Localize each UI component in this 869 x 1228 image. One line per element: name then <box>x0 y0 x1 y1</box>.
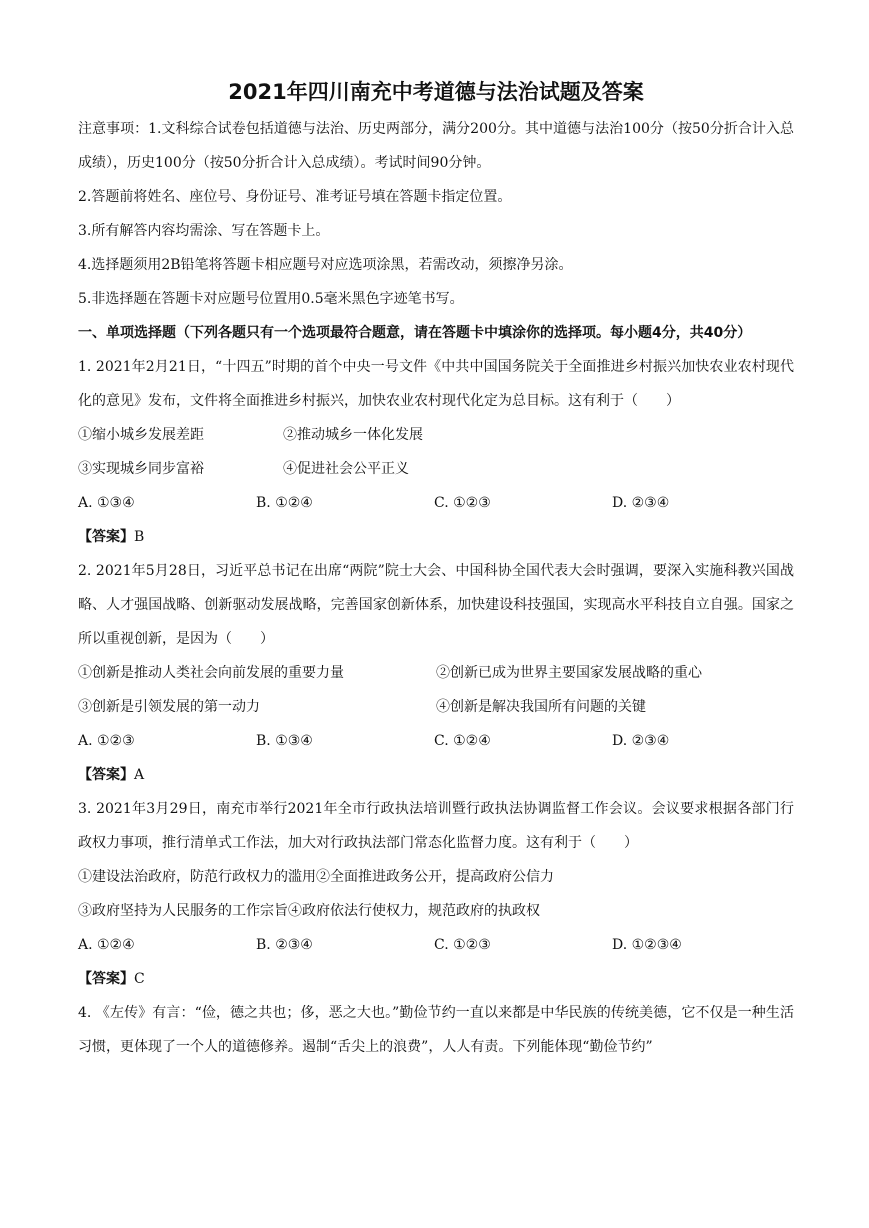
question-2-stem: 2. 2021年5月28日，习近平总书记在出席“两院”院士大会、中国科协全国代表大会时强调，要深入实施科教兴国战略、人才强国战略、创新驱动发展战略，完善国家创新体系，加快建设科技强国，实现高水平科技自立自强。国家之所以重视创新，是因为（ ） <box>78 563 794 647</box>
page-title: 2021年四川南充中考道德与法治试题及答案 <box>228 80 644 104</box>
question-1-answer <box>78 520 794 554</box>
question-1-items-row-2 <box>78 452 794 486</box>
question-1-item: ③实现城乡同步富裕 <box>78 461 204 477</box>
option-a: A. ①③④ <box>78 495 135 511</box>
note-4: 4.选择题须用2B铅笔将答题卡相应题号对应选项涂黑，若需改动，须擦净另涂。 <box>78 257 573 273</box>
note-1: 注意事项：1.文科综合试卷包括道德与法治、历史两部分，满分200分。其中道德与法治100分（按50分折合计入总成绩），历史100分（按50分折合计入总成绩）。考试时间90分钟。 <box>78 121 794 171</box>
question-1-item: ②推动城乡一体化发展 <box>283 427 423 443</box>
question-3-items-row-1 <box>78 860 794 894</box>
question-2-item: ④创新是解决我国所有问题的关键 <box>436 699 646 715</box>
question-3-options <box>78 928 794 962</box>
question-2-answer <box>78 758 794 792</box>
question-4-stem: 4. 《左传》有言：“俭，德之共也；侈，恶之大也。”勤俭节约一直以来都是中华民族的传统美德，它不仅是一种生活习惯，更体现了一个人的道德修养。遏制“舌尖上的浪费”，人人有责。下列能体现“勤俭节约” <box>78 1005 794 1055</box>
option-c: C. ①②③ <box>434 937 491 953</box>
note-3: 3.所有解答内容均需涂、写在答题卡上。 <box>78 223 330 239</box>
option-d: D. ①②③④ <box>612 937 682 953</box>
question-3-items-row-2 <box>78 894 794 928</box>
question-3-stem: 3. 2021年3月29日，南充市举行2021年全市行政执法培训暨行政执法协调监督工作会议。会议要求根据各部门行政权力事项，推行清单式工作法，加大对行政执法部门常态化监督力度。这有利于（ ） <box>78 801 794 851</box>
section-heading: 一、单项选择题（下列各题只有一个选项最符合题意，请在答题卡中填涂你的选择项。每小题4分，共40分） <box>78 325 752 341</box>
option-d: D. ②③④ <box>612 495 670 511</box>
question-1-stem: 1. 2021年2月21日，“十四五”时期的首个中央一号文件《中共中国国务院关于全面推进乡村振兴加快农业农村现代化的意见》发布，文件将全面推进乡村振兴，加快农业农村现代化定为总目标。这有利于（ ） <box>78 359 794 409</box>
note-5: 5.非选择题在答题卡对应题号位置用0.5毫米黑色字迹笔书写。 <box>78 291 464 307</box>
question-2-items-row-1 <box>78 656 794 690</box>
option-c: C. ①②③ <box>434 495 491 511</box>
note-2: 2.答题前将姓名、座位号、身份证号、准考证号填在答题卡指定位置。 <box>78 189 512 205</box>
question-3-answer <box>78 962 794 996</box>
option-b: B. ②③④ <box>256 937 313 953</box>
question-1-items-row-1 <box>78 418 794 452</box>
question-1-item: ④促进社会公平正义 <box>283 461 409 477</box>
answer-value: A <box>134 767 145 783</box>
question-2-items-row-2 <box>78 690 794 724</box>
option-b: B. ①③④ <box>256 733 313 749</box>
answer-label: 【答案】 <box>78 767 134 783</box>
question-2-item: ③创新是引领发展的第一动力 <box>78 699 260 715</box>
question-2-item: ①创新是推动人类社会向前发展的重要力量 <box>78 665 344 681</box>
question-2-item: ②创新已成为世界主要国家发展战略的重心 <box>436 665 702 681</box>
answer-label: 【答案】 <box>78 971 134 987</box>
option-d: D. ②③④ <box>612 733 670 749</box>
answer-value: C <box>134 971 145 987</box>
document-page <box>78 78 794 1064</box>
question-2-options <box>78 724 794 758</box>
option-a: A. ①②③ <box>78 733 135 749</box>
answer-value: B <box>134 529 145 545</box>
question-1-options <box>78 486 794 520</box>
question-3-item: ③政府坚持为人民服务的工作宗旨④政府依法行使权力，规范政府的执政权 <box>78 903 540 919</box>
option-b: B. ①②④ <box>256 495 313 511</box>
option-a: A. ①②④ <box>78 937 135 953</box>
question-1-item: ①缩小城乡发展差距 <box>78 427 204 443</box>
option-c: C. ①②④ <box>434 733 491 749</box>
question-3-item: ①建设法治政府，防范行政权力的滥用②全面推进政务公开，提高政府公信力 <box>78 869 554 885</box>
answer-label: 【答案】 <box>78 529 134 545</box>
